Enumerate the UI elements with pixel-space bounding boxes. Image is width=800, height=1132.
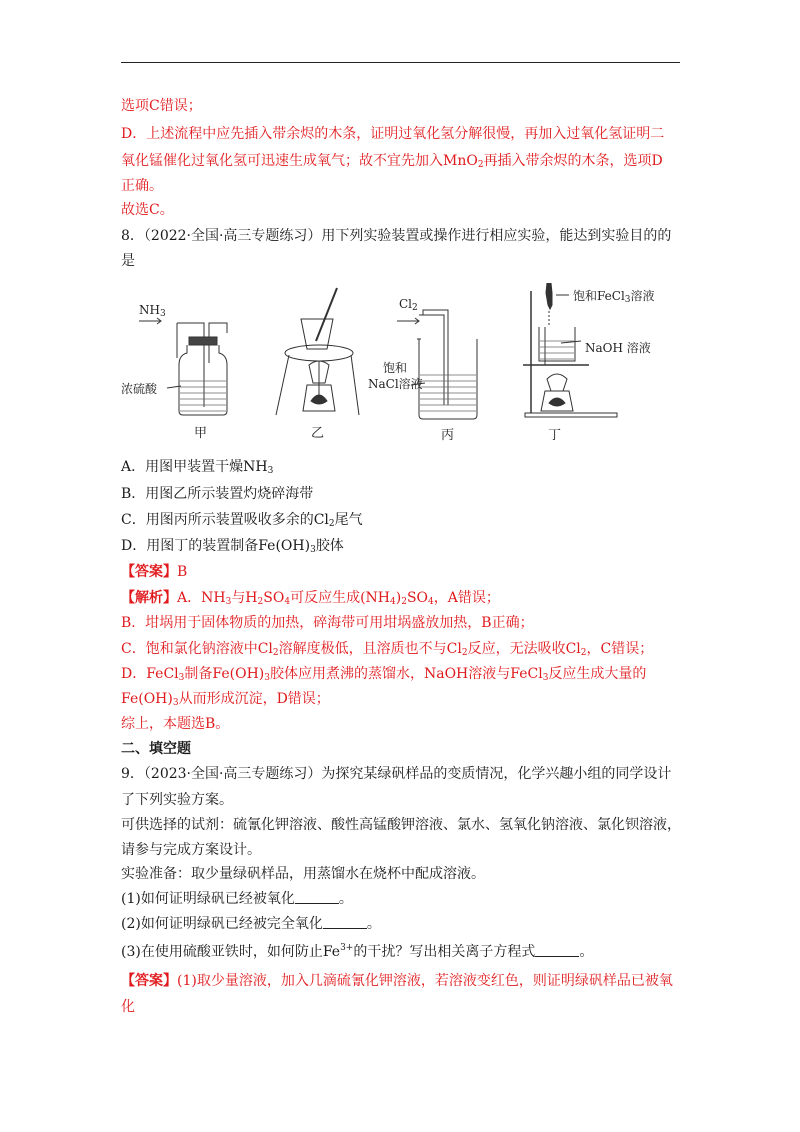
reagents-line: 请参与完成方案设计。: [121, 842, 261, 858]
answer-blank[interactable]: [295, 890, 339, 904]
small-beaker: [539, 327, 575, 361]
question-8-stem: 是: [121, 253, 135, 269]
sub-question-1: (1)如何证明绿矾已经被氧化 。: [121, 891, 353, 907]
explanation-line: 选项C错误；: [121, 98, 202, 114]
cl2-label: $Cl_2$: [399, 297, 418, 313]
fecl3-label: 饱和FeCl$_3$溶液: [573, 289, 655, 305]
question-8-stem: 8．（2022·全国·高三专题练习）用下列实验装置或操作进行相应实验，能达到实验目的的: [121, 228, 672, 244]
analysis-line: $Fe(OH)_3$从而形成沉淀，D错误；: [121, 691, 330, 708]
nacl-label: NaCl溶液: [368, 377, 423, 391]
clay-triangle: [285, 345, 353, 361]
crucible: [301, 319, 333, 349]
answer-line: 化: [121, 999, 135, 1015]
explanation-line: 正确。: [121, 178, 163, 194]
analysis-line: C．饱和氯化钠溶液中$Cl_2$溶解度极低，且溶质也不与$Cl_2$反应，无法吸收$Cl_2$，C错误；: [121, 641, 654, 658]
analysis-line: D．FeCl$_3$制备$Fe(OH)_3$胶体应用煮沸的蒸馏水，NaOH溶液与FeCl$_3$反应生成大量的: [121, 666, 647, 683]
analysis-summary: 综上，本题选B。: [121, 716, 230, 732]
reagents-line: 可供选择的试剂：硫氰化钾溶液、酸性高锰酸钾溶液、氯水、氢氧化钠溶液、氯化钡溶液，: [121, 817, 681, 833]
answer-line: 【答案】(1)取少量溶液，加入几滴硫氰化钾溶液，若溶液变红色，则证明绿矾样品已被氧: [121, 973, 673, 989]
answer-blank[interactable]: [535, 943, 579, 957]
sub-question-3: (3)在使用硫酸亚铁时，如何防止$Fe^{3+}$的干扰？写出相关离子方程式 。: [121, 943, 594, 960]
bottle-stopper: [189, 337, 217, 345]
option-b: B．用图乙所示装置灼烧碎海带: [121, 486, 314, 502]
figure-caption-jia: 甲: [194, 426, 208, 441]
option-d: D．用图丁的装置制备$Fe(OH)_3$胶体: [121, 538, 344, 555]
answer-blank[interactable]: [323, 915, 367, 929]
analysis-line: B．坩埚用于固体物质的加热，碎海带可用坩埚盛放加热，B正确；: [121, 615, 534, 631]
option-c: C．用图丙所示装置吸收多余的$Cl_2$尾气: [121, 512, 363, 529]
explanation-line: 氧化锰催化过氧化氢可迅速生成氧气；故不宜先加入MnO$_2$再插入带余烬的木条，选项D: [121, 153, 663, 170]
gas-washing-bottle: [179, 345, 227, 415]
sub-question-2: (2)如何证明绿矾已经被完全氧化 。: [121, 916, 381, 932]
header-rule: [121, 62, 680, 63]
section-heading: 二、填空题: [121, 741, 191, 757]
apparatus-figure: [121, 283, 681, 449]
h2so4-label: 浓硫酸: [121, 382, 158, 396]
explanation-line: 故选C。: [121, 202, 174, 218]
explanation-line: D．上述流程中应先插入带余烬的木条，证明过氧化氢分解很慢，再加入过氧化氢证明二: [121, 126, 665, 142]
analysis-line: 【解析】A．$NH_3$与$H_2SO_4$可反应生成$(NH_4)_2SO_4$，A错误；: [121, 590, 500, 607]
question-9-stem: 9．（2023·全国·高三专题练习）为探究某绿矾样品的变质情况，化学兴趣小组的同学设计: [121, 766, 672, 782]
naoh-label: NaOH 溶液: [585, 341, 651, 355]
nacl-label: 饱和: [383, 361, 408, 375]
figure-caption-yi: 乙: [311, 426, 325, 441]
nh3-label: $NH_3$: [139, 303, 166, 319]
answer-line: 【答案】B: [121, 564, 188, 580]
option-a: A．用图甲装置干燥$NH_3$: [121, 459, 274, 476]
dropper: [546, 283, 552, 309]
preparation-line: 实验准备：取少量绿矾样品，用蒸馏水在烧杯中配成溶液。: [121, 866, 485, 882]
figure-caption-bing: 丙: [441, 428, 455, 443]
figure-caption-ding: 丁: [548, 428, 562, 443]
question-9-stem: 了下列实验方案。: [121, 792, 233, 808]
